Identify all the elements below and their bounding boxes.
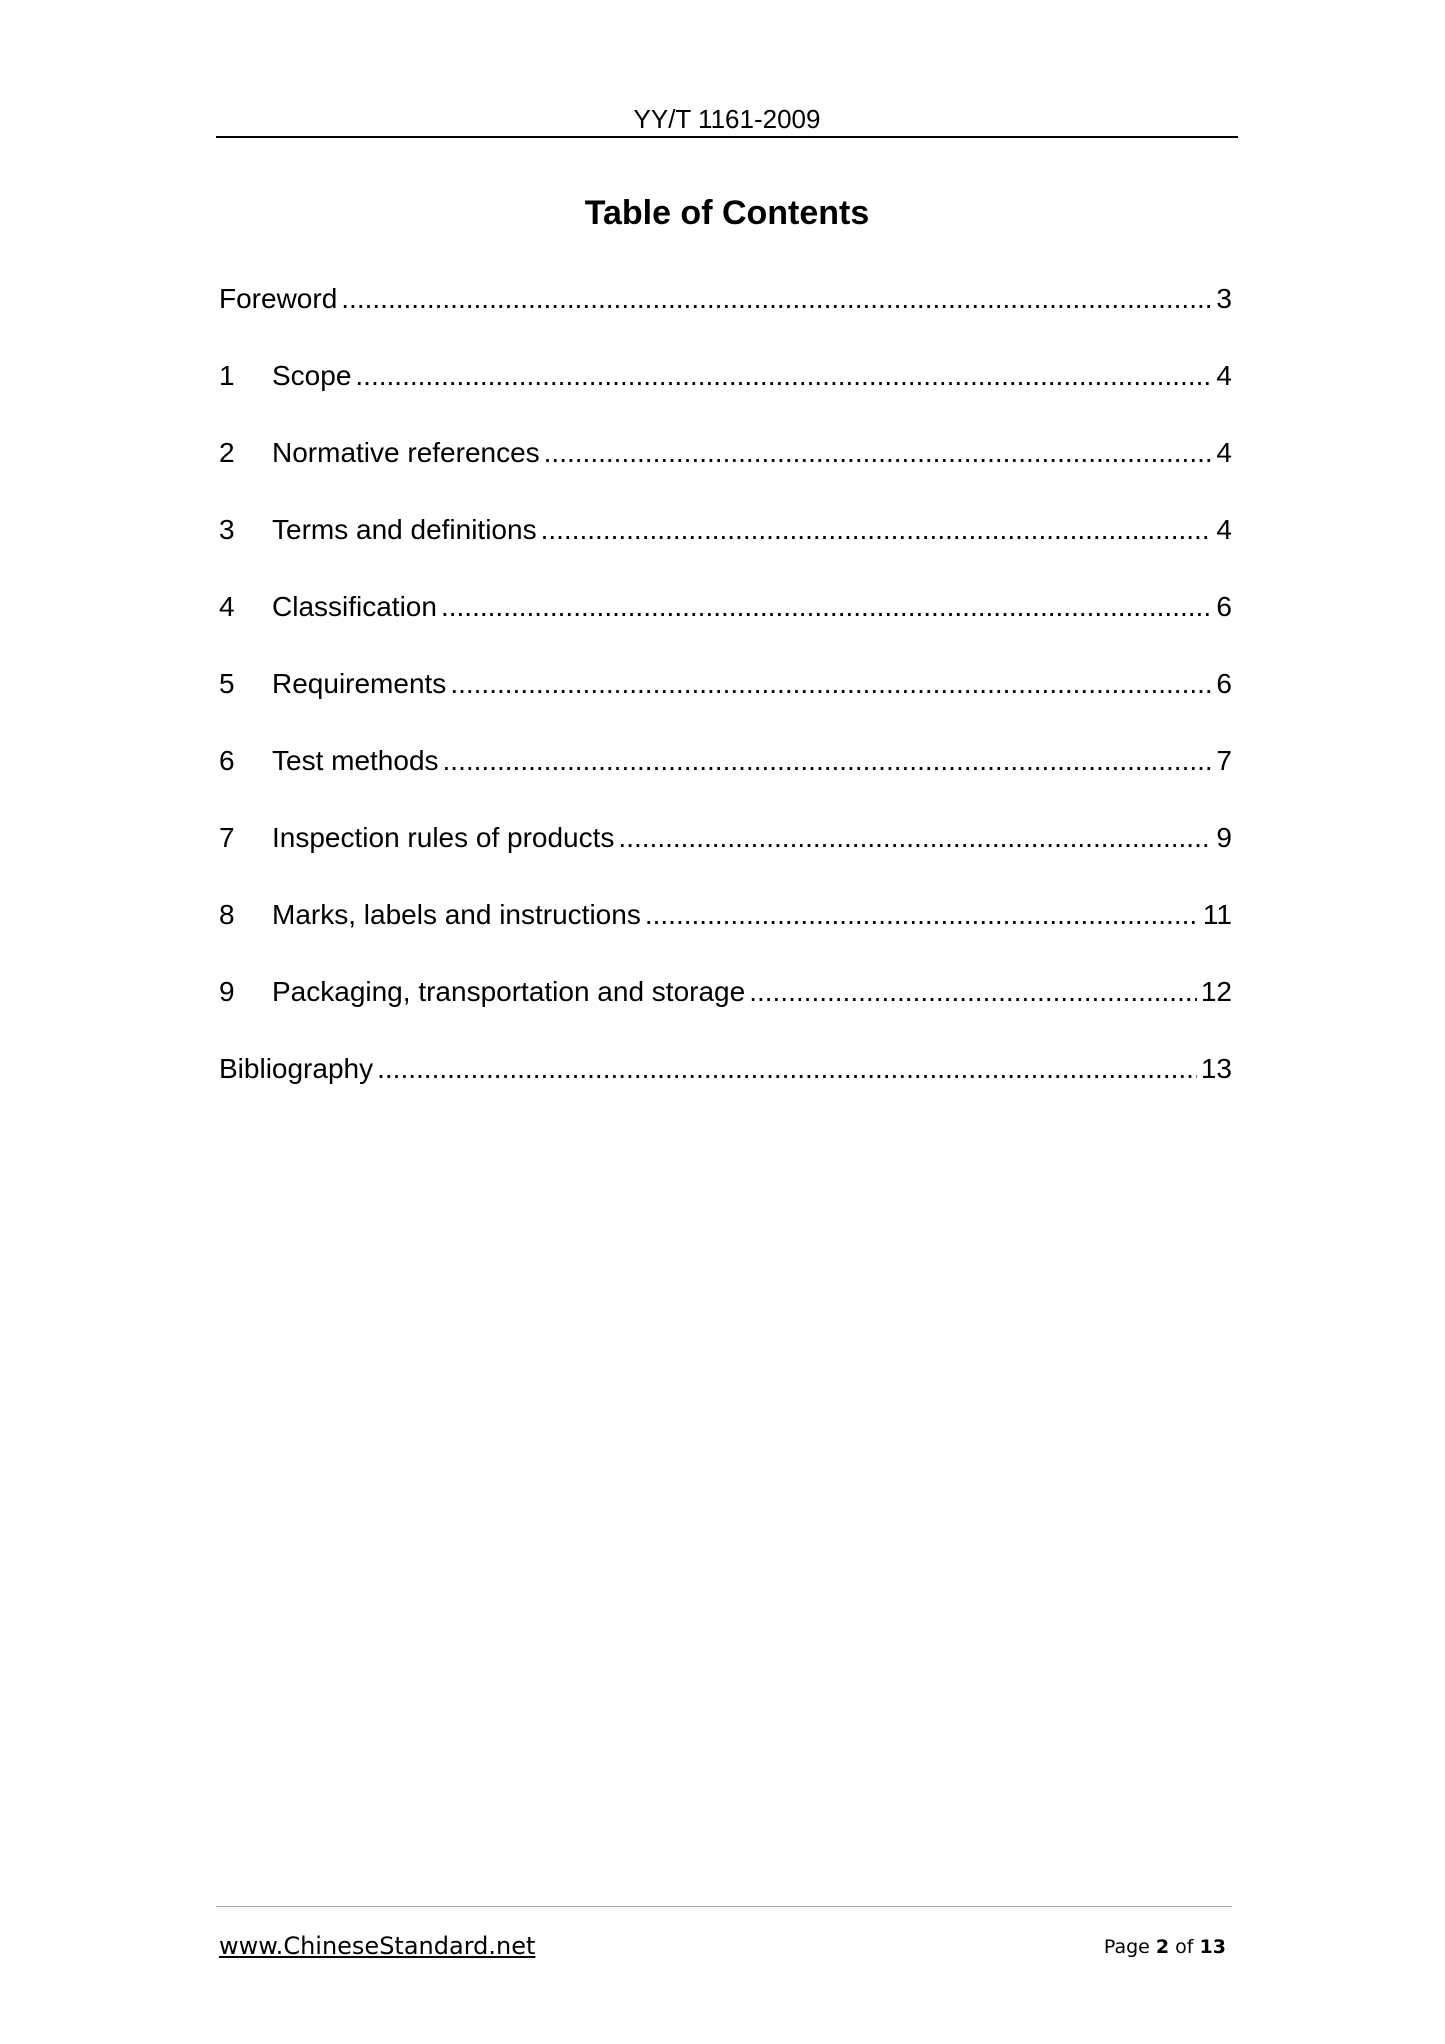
toc-entry-label: Requirements: [272, 668, 447, 699]
toc-entry-number: 5: [219, 668, 235, 699]
toc-entry-number: 6: [219, 745, 235, 776]
toc-entry-marks-labels-instructions[interactable]: [219, 892, 1232, 969]
toc-entry-number: 8: [219, 899, 235, 930]
toc-entry-label: Packaging, transportation and storage: [272, 976, 746, 1007]
toc-entry-page: 9: [1216, 822, 1232, 853]
toc-entry-page: 7: [1216, 745, 1232, 776]
toc-entry-foreword[interactable]: [219, 276, 1232, 353]
toc-dot-leader: [749, 969, 1197, 1015]
toc-entry-label: Scope: [272, 360, 352, 391]
footer-divider: [216, 1906, 1232, 1907]
table-of-contents: [219, 276, 1232, 1123]
toc-entry-scope[interactable]: [219, 353, 1232, 430]
page-word: Page: [1103, 1936, 1150, 1958]
toc-entry-page: 6: [1216, 668, 1232, 699]
toc-entry-number: 3: [219, 514, 235, 545]
toc-entry-page: 11: [1202, 899, 1232, 930]
page-total: 13: [1199, 1936, 1226, 1958]
toc-entry-classification[interactable]: [219, 584, 1232, 661]
footer-site-link[interactable]: www.ChineseStandard.net: [219, 1932, 536, 1960]
page-of: of: [1175, 1936, 1194, 1958]
toc-entry-number: 9: [219, 976, 235, 1007]
toc-dot-leader: [441, 584, 1212, 630]
toc-dot-leader: [450, 661, 1212, 707]
toc-entry-number: 2: [219, 437, 235, 468]
toc-entry-label: Terms and definitions: [272, 514, 537, 545]
toc-entry-bibliography[interactable]: [219, 1046, 1232, 1123]
toc-dot-leader: [541, 507, 1213, 553]
toc-entry-number: 4: [219, 591, 235, 622]
toc-entry-terms-and-definitions[interactable]: [219, 507, 1232, 584]
toc-dot-leader: [544, 430, 1213, 476]
toc-entry-page: 6: [1216, 591, 1232, 622]
toc-title: Table of Contents: [584, 194, 870, 232]
toc-entry-label: Bibliography: [219, 1053, 374, 1084]
toc-entry-label: Normative references: [272, 437, 540, 468]
toc-entry-packaging-transportation-storage[interactable]: [219, 969, 1232, 1046]
toc-entry-page: 4: [1216, 360, 1232, 391]
document-code: YY/T 1161-2009: [633, 104, 821, 134]
toc-entry-number: 7: [219, 822, 235, 853]
toc-entry-page: 3: [1216, 283, 1232, 314]
toc-entry-page: 4: [1216, 514, 1232, 545]
toc-entry-number: 1: [219, 360, 235, 391]
toc-entry-page: 12: [1200, 976, 1232, 1007]
toc-dot-leader: [377, 1046, 1197, 1092]
toc-entry-page: 13: [1200, 1053, 1232, 1084]
toc-entry-label: Classification: [272, 591, 437, 622]
toc-entry-requirements[interactable]: [219, 661, 1232, 738]
toc-dot-leader: [645, 892, 1199, 938]
page-current: 2: [1155, 1936, 1170, 1958]
toc-dot-leader: [443, 738, 1213, 784]
page-number: [1104, 1934, 1226, 1960]
toc-entry-label: Test methods: [272, 745, 439, 776]
toc-entry-page: 4: [1216, 437, 1232, 468]
toc-entry-label: Marks, labels and instructions: [272, 899, 641, 930]
toc-entry-test-methods[interactable]: [219, 738, 1232, 815]
toc-dot-leader: [355, 353, 1212, 399]
page-header: [216, 96, 1238, 138]
toc-dot-leader: [618, 815, 1212, 861]
toc-entry-label: Inspection rules of products: [272, 822, 615, 853]
toc-entry-inspection-rules[interactable]: [219, 815, 1232, 892]
toc-entry-normative-references[interactable]: [219, 430, 1232, 507]
toc-entry-label: Foreword: [219, 283, 338, 314]
toc-dot-leader: [341, 276, 1212, 322]
